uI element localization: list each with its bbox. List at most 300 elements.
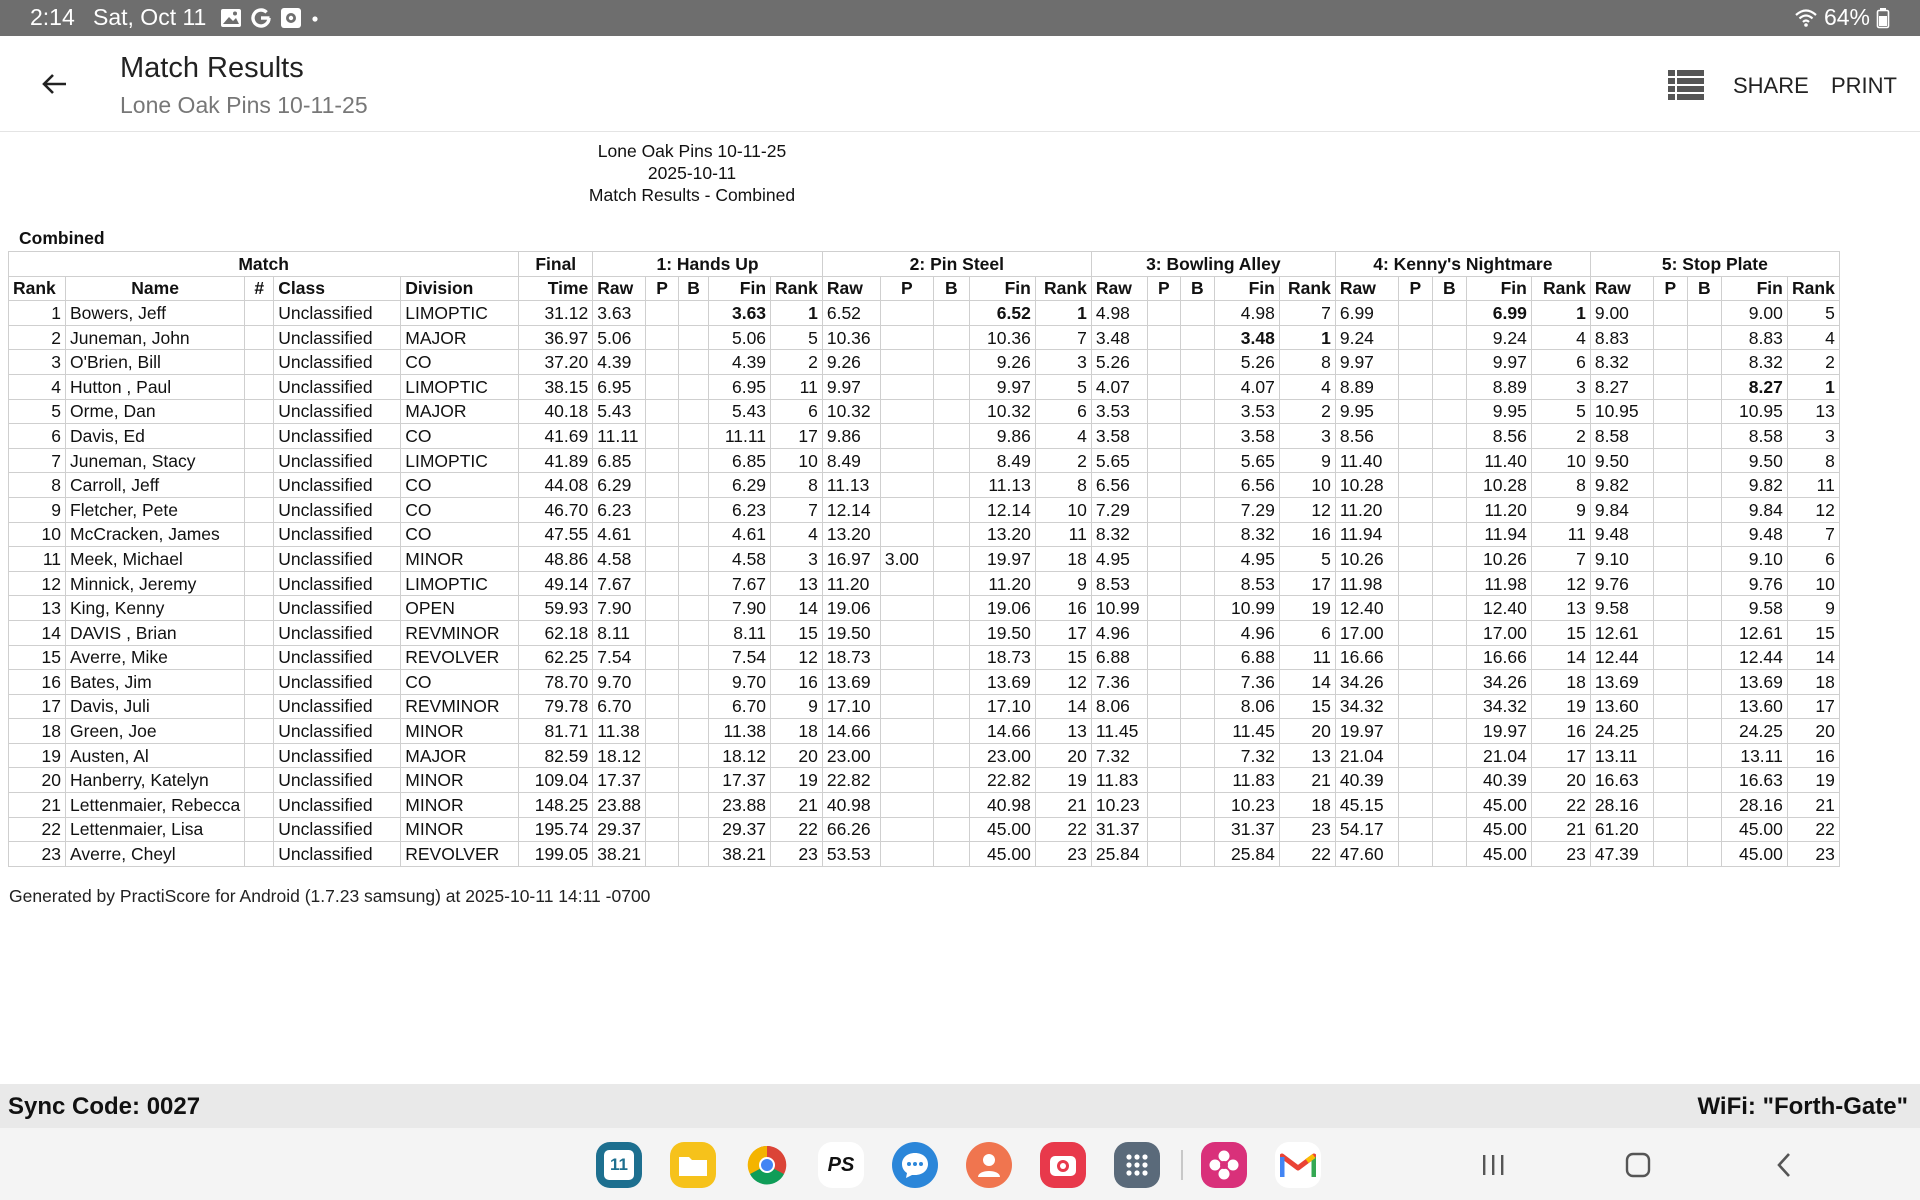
penalty-cell xyxy=(1653,817,1687,842)
bonus-cell xyxy=(679,399,709,424)
penalty-cell xyxy=(880,473,933,498)
column-header-p: P xyxy=(880,276,933,301)
class-cell: Unclassified xyxy=(274,719,401,744)
files-app-icon[interactable] xyxy=(670,1142,716,1188)
raw-cell: 45.15 xyxy=(1335,793,1398,818)
bonus-cell xyxy=(1432,374,1466,399)
bonus-cell xyxy=(679,719,709,744)
penalty-cell xyxy=(880,571,933,596)
raw-cell: 9.50 xyxy=(1590,448,1653,473)
penalty-cell xyxy=(1398,547,1432,572)
stage-rank-cell: 19 xyxy=(1035,768,1091,793)
bonus-cell xyxy=(1432,325,1466,350)
fin-cell: 10.28 xyxy=(1466,473,1531,498)
fin-cell: 16.66 xyxy=(1466,645,1531,670)
class-cell: Unclassified xyxy=(274,670,401,695)
stage-rank-cell: 8 xyxy=(1035,473,1091,498)
penalty-cell xyxy=(1147,547,1180,572)
fin-cell: 34.26 xyxy=(1466,670,1531,695)
division-cell: REVOLVER xyxy=(401,842,519,867)
penalty-cell xyxy=(1653,620,1687,645)
penalty-cell xyxy=(880,522,933,547)
raw-cell: 3.53 xyxy=(1091,399,1147,424)
column-header-srank: Rank xyxy=(771,276,823,301)
raw-cell: 28.16 xyxy=(1590,793,1653,818)
final-time-cell: 37.20 xyxy=(519,350,593,375)
raw-cell: 47.60 xyxy=(1335,842,1398,867)
column-header-b: B xyxy=(1432,276,1466,301)
stage-rank-cell: 16 xyxy=(1787,743,1839,768)
penalty-cell xyxy=(880,694,933,719)
apps-drawer-icon[interactable] xyxy=(1114,1142,1160,1188)
penalty-cell xyxy=(1653,768,1687,793)
calendar-app-icon[interactable] xyxy=(596,1142,642,1188)
penalty-cell xyxy=(1398,645,1432,670)
messages-app-icon[interactable] xyxy=(892,1142,938,1188)
fin-cell: 6.88 xyxy=(1214,645,1279,670)
bonus-cell xyxy=(1180,719,1214,744)
fin-cell: 9.97 xyxy=(969,374,1035,399)
raw-cell: 6.52 xyxy=(822,301,880,326)
table-row xyxy=(9,571,1840,596)
final-time-cell: 59.93 xyxy=(519,596,593,621)
stage-rank-cell: 22 xyxy=(1035,817,1091,842)
bonus-cell xyxy=(1180,620,1214,645)
fin-cell: 9.10 xyxy=(1721,547,1787,572)
penalty-cell xyxy=(1147,817,1180,842)
penalty-cell xyxy=(1398,522,1432,547)
group-header-stage5: 5: Stop Plate xyxy=(1590,252,1839,277)
penalty-cell xyxy=(646,694,679,719)
stage-rank-cell: 2 xyxy=(1531,424,1590,449)
column-header-raw: Raw xyxy=(1590,276,1653,301)
class-cell: Unclassified xyxy=(274,325,401,350)
class-cell: Unclassified xyxy=(274,399,401,424)
notification-icons xyxy=(220,7,320,29)
fin-cell: 17.10 xyxy=(969,694,1035,719)
raw-cell: 40.98 xyxy=(822,793,880,818)
rank-cell: 12 xyxy=(9,571,66,596)
stage-rank-cell: 17 xyxy=(1035,620,1091,645)
penalty-cell xyxy=(880,424,933,449)
stage-rank-cell: 14 xyxy=(1531,645,1590,670)
stage-rank-cell: 4 xyxy=(1787,325,1839,350)
class-cell: Unclassified xyxy=(274,497,401,522)
stage-rank-cell: 11 xyxy=(1787,473,1839,498)
penalty-cell xyxy=(1398,374,1432,399)
bonus-cell xyxy=(679,448,709,473)
penalty-cell xyxy=(880,719,933,744)
table-row xyxy=(9,719,1840,744)
penalty-cell xyxy=(1147,842,1180,867)
stage-rank-cell: 19 xyxy=(1787,768,1839,793)
bonus-cell xyxy=(1687,719,1721,744)
penalty-cell xyxy=(1653,473,1687,498)
class-cell: Unclassified xyxy=(274,596,401,621)
penalty-cell xyxy=(1398,350,1432,375)
raw-cell: 18.12 xyxy=(593,743,646,768)
division-cell: MINOR xyxy=(401,547,519,572)
column-header-srank: Rank xyxy=(1531,276,1590,301)
penalty-cell xyxy=(1147,325,1180,350)
penalty-cell xyxy=(1398,694,1432,719)
fin-cell: 9.48 xyxy=(1721,522,1787,547)
chrome-app-icon[interactable] xyxy=(744,1142,790,1188)
fin-cell: 8.83 xyxy=(1721,325,1787,350)
stage-rank-cell: 2 xyxy=(771,350,823,375)
penalty-cell xyxy=(1653,301,1687,326)
raw-cell: 8.58 xyxy=(1590,424,1653,449)
bonus-cell xyxy=(1180,522,1214,547)
dock-divider xyxy=(1181,1150,1183,1180)
fin-cell: 40.98 xyxy=(969,793,1035,818)
penalty-cell xyxy=(646,842,679,867)
fin-cell: 7.32 xyxy=(1214,743,1279,768)
penalty-cell xyxy=(1653,374,1687,399)
penalty-cell xyxy=(1147,719,1180,744)
penalty-cell xyxy=(880,768,933,793)
rank-cell: 1 xyxy=(9,301,66,326)
fin-cell: 13.69 xyxy=(1721,670,1787,695)
division-cell: REVMINOR xyxy=(401,694,519,719)
stage-rank-cell: 9 xyxy=(771,694,823,719)
stage-rank-cell: 9 xyxy=(1787,596,1839,621)
penalty-cell xyxy=(646,374,679,399)
fin-cell: 25.84 xyxy=(1214,842,1279,867)
contacts-app-icon[interactable] xyxy=(966,1142,1012,1188)
recent-apps-button[interactable] xyxy=(1475,1150,1511,1180)
bonus-cell xyxy=(1180,497,1214,522)
raw-cell: 22.82 xyxy=(822,768,880,793)
fin-cell: 10.99 xyxy=(1214,596,1279,621)
stage-rank-cell: 17 xyxy=(771,424,823,449)
report-match-name: Lone Oak Pins 10-11-25 xyxy=(597,141,787,161)
stage-rank-cell: 22 xyxy=(1787,817,1839,842)
fin-cell: 12.40 xyxy=(1466,596,1531,621)
raw-cell: 10.95 xyxy=(1590,399,1653,424)
fin-cell: 12.14 xyxy=(969,497,1035,522)
report-title: Match Results - Combined xyxy=(588,185,796,205)
name-cell: DAVIS , Brian xyxy=(66,620,245,645)
penalty-cell xyxy=(646,350,679,375)
bonus-cell xyxy=(1687,473,1721,498)
column-header-class: Class xyxy=(274,276,401,301)
share-button[interactable]: SHARE xyxy=(1733,73,1809,98)
rank-cell: 4 xyxy=(9,374,66,399)
raw-cell: 5.06 xyxy=(593,325,646,350)
group-header-row xyxy=(9,252,1840,277)
fin-cell: 11.83 xyxy=(1214,768,1279,793)
status-time: 2:14 xyxy=(30,4,75,30)
final-time-cell: 78.70 xyxy=(519,670,593,695)
gmail-app-icon[interactable] xyxy=(1275,1142,1321,1188)
raw-cell: 12.14 xyxy=(822,497,880,522)
bonus-cell xyxy=(1180,743,1214,768)
raw-cell: 9.24 xyxy=(1335,325,1398,350)
stage-rank-cell: 11 xyxy=(1279,645,1335,670)
bonus-cell xyxy=(933,842,969,867)
raw-cell: 10.26 xyxy=(1335,547,1398,572)
print-button[interactable]: PRINT xyxy=(1831,73,1897,98)
class-cell: Unclassified xyxy=(274,473,401,498)
penalty-cell xyxy=(1398,399,1432,424)
raw-cell: 9.95 xyxy=(1335,399,1398,424)
fin-cell: 14.66 xyxy=(969,719,1035,744)
practiscore-app-icon[interactable]: PS xyxy=(818,1142,864,1188)
penalty-cell xyxy=(1653,670,1687,695)
bonus-cell xyxy=(933,325,969,350)
raw-cell: 8.83 xyxy=(1590,325,1653,350)
final-time-cell: 36.97 xyxy=(519,325,593,350)
penalty-cell xyxy=(1653,547,1687,572)
stage-rank-cell: 15 xyxy=(1279,694,1335,719)
division-cell: MAJOR xyxy=(401,399,519,424)
class-cell: Unclassified xyxy=(274,301,401,326)
division-cell: MINOR xyxy=(401,793,519,818)
penalty-cell xyxy=(1398,719,1432,744)
penalty-cell xyxy=(1147,645,1180,670)
raw-cell: 7.67 xyxy=(593,571,646,596)
table-row xyxy=(9,374,1840,399)
raw-cell: 3.63 xyxy=(593,301,646,326)
table-row xyxy=(9,522,1840,547)
penalty-cell xyxy=(646,448,679,473)
fin-cell: 4.39 xyxy=(709,350,771,375)
fin-cell: 13.69 xyxy=(969,670,1035,695)
division-cell: LIMOPTIC xyxy=(401,571,519,596)
stage-rank-cell: 21 xyxy=(1035,793,1091,818)
penalty-cell xyxy=(1653,719,1687,744)
stage-rank-cell: 15 xyxy=(1531,620,1590,645)
bonus-cell xyxy=(933,571,969,596)
fin-cell: 6.23 xyxy=(709,497,771,522)
penalty-cell xyxy=(1398,448,1432,473)
raw-cell: 6.88 xyxy=(1091,645,1147,670)
rank-cell: 15 xyxy=(9,645,66,670)
penalty-cell xyxy=(1653,793,1687,818)
fin-cell: 19.97 xyxy=(969,547,1035,572)
column-header-b: B xyxy=(679,276,709,301)
battery-percent: 64% xyxy=(1823,4,1870,30)
raw-cell: 11.83 xyxy=(1091,768,1147,793)
penalty-cell xyxy=(880,620,933,645)
bonus-cell xyxy=(679,424,709,449)
name-cell: Averre, Cheyl xyxy=(66,842,245,867)
raw-cell: 5.26 xyxy=(1091,350,1147,375)
stage-rank-cell: 12 xyxy=(1035,670,1091,695)
stage-rank-cell: 19 xyxy=(1279,596,1335,621)
raw-cell: 54.17 xyxy=(1335,817,1398,842)
bonus-cell xyxy=(1432,694,1466,719)
results-body xyxy=(9,301,1840,867)
name-cell: Minnick, Jeremy xyxy=(66,571,245,596)
raw-cell: 8.32 xyxy=(1590,350,1653,375)
fin-cell: 19.06 xyxy=(969,596,1035,621)
penalty-cell xyxy=(1653,399,1687,424)
table-row xyxy=(9,842,1840,867)
division-cell: REVOLVER xyxy=(401,645,519,670)
penalty-cell xyxy=(1398,301,1432,326)
more-notifications-dot xyxy=(310,7,320,29)
grid-dots-icon xyxy=(1124,1152,1150,1178)
raw-cell: 19.50 xyxy=(822,620,880,645)
penalty-cell xyxy=(1398,424,1432,449)
column-header-raw: Raw xyxy=(1335,276,1398,301)
penalty-cell xyxy=(1398,325,1432,350)
chat-bubble-icon xyxy=(900,1151,930,1179)
stage-rank-cell: 14 xyxy=(1787,645,1839,670)
column-header-rank: Rank xyxy=(9,276,66,301)
raw-cell: 11.94 xyxy=(1335,522,1398,547)
penalty-cell xyxy=(646,596,679,621)
stage-rank-cell: 7 xyxy=(1787,522,1839,547)
home-button[interactable] xyxy=(1620,1150,1656,1180)
bonus-cell xyxy=(1432,399,1466,424)
fin-cell: 13.11 xyxy=(1721,743,1787,768)
raw-cell: 31.37 xyxy=(1091,817,1147,842)
fin-cell: 45.00 xyxy=(1721,817,1787,842)
fin-cell: 9.24 xyxy=(1466,325,1531,350)
number-cell xyxy=(245,768,274,793)
fin-cell: 7.67 xyxy=(709,571,771,596)
column-header-raw: Raw xyxy=(1091,276,1147,301)
raw-cell: 4.58 xyxy=(593,547,646,572)
final-time-cell: 199.05 xyxy=(519,842,593,867)
sync-code: Sync Code: 0027 xyxy=(8,1093,201,1120)
flower-app-icon[interactable] xyxy=(1201,1142,1247,1188)
division-cell: MINOR xyxy=(401,768,519,793)
bonus-cell xyxy=(679,571,709,596)
raw-cell: 38.21 xyxy=(593,842,646,867)
stage-rank-cell: 2 xyxy=(1035,448,1091,473)
stage-rank-cell: 17 xyxy=(1787,694,1839,719)
penalty-cell xyxy=(646,547,679,572)
final-time-cell: 62.25 xyxy=(519,645,593,670)
penalty-cell xyxy=(1147,399,1180,424)
bonus-cell xyxy=(933,793,969,818)
stage-rank-cell: 21 xyxy=(771,793,823,818)
fin-cell: 8.27 xyxy=(1721,374,1787,399)
report-date: 2025-10-11 xyxy=(647,163,737,183)
stage-rank-cell: 12 xyxy=(1279,497,1335,522)
number-cell xyxy=(245,645,274,670)
rank-cell: 6 xyxy=(9,424,66,449)
rank-cell: 16 xyxy=(9,670,66,695)
raw-cell: 3.58 xyxy=(1091,424,1147,449)
raw-cell: 24.25 xyxy=(1590,719,1653,744)
rank-cell: 9 xyxy=(9,497,66,522)
bonus-cell xyxy=(1432,817,1466,842)
raw-cell: 53.53 xyxy=(822,842,880,867)
flower-icon xyxy=(1208,1149,1240,1181)
raw-cell: 10.99 xyxy=(1091,596,1147,621)
raw-cell: 9.48 xyxy=(1590,522,1653,547)
table-row xyxy=(9,743,1840,768)
penalty-cell xyxy=(1147,374,1180,399)
fin-cell: 8.53 xyxy=(1214,571,1279,596)
raw-cell: 19.06 xyxy=(822,596,880,621)
list-view-button[interactable] xyxy=(1668,70,1704,100)
bonus-cell xyxy=(1180,596,1214,621)
bonus-cell xyxy=(1180,473,1214,498)
penalty-cell xyxy=(1653,645,1687,670)
table-row xyxy=(9,497,1840,522)
fin-cell: 4.07 xyxy=(1214,374,1279,399)
fin-cell: 11.94 xyxy=(1466,522,1531,547)
back-nav-button[interactable] xyxy=(1766,1150,1802,1180)
stage-rank-cell: 22 xyxy=(771,817,823,842)
column-header-p: P xyxy=(1147,276,1180,301)
raw-cell: 34.26 xyxy=(1335,670,1398,695)
penalty-cell xyxy=(880,350,933,375)
table-row xyxy=(9,596,1840,621)
bonus-cell xyxy=(933,645,969,670)
bonus-cell xyxy=(933,743,969,768)
bonus-cell xyxy=(1180,793,1214,818)
back-button[interactable] xyxy=(34,64,74,104)
rank-cell: 13 xyxy=(9,596,66,621)
number-cell xyxy=(245,817,274,842)
fin-cell: 10.36 xyxy=(969,325,1035,350)
column-header-p: P xyxy=(1653,276,1687,301)
stage-rank-cell: 17 xyxy=(1279,571,1335,596)
number-cell xyxy=(245,793,274,818)
final-time-cell: 195.74 xyxy=(519,817,593,842)
stage-rank-cell: 14 xyxy=(1035,694,1091,719)
stage-rank-cell: 23 xyxy=(1531,842,1590,867)
penalty-cell xyxy=(1147,424,1180,449)
number-cell xyxy=(245,424,274,449)
fin-cell: 9.86 xyxy=(969,424,1035,449)
fin-cell: 6.29 xyxy=(709,473,771,498)
penalty-cell xyxy=(880,793,933,818)
camera-app-icon[interactable] xyxy=(1040,1142,1086,1188)
name-cell: O'Brien, Bill xyxy=(66,350,245,375)
name-cell: Carroll, Jeff xyxy=(66,473,245,498)
stage-rank-cell: 4 xyxy=(1035,424,1091,449)
bonus-cell xyxy=(1432,743,1466,768)
penalty-cell xyxy=(1147,620,1180,645)
number-cell xyxy=(245,743,274,768)
rank-cell: 21 xyxy=(9,793,66,818)
stage-rank-cell: 3 xyxy=(1035,350,1091,375)
penalty-cell xyxy=(1398,817,1432,842)
fin-cell: 4.96 xyxy=(1214,620,1279,645)
fin-cell: 45.00 xyxy=(1721,842,1787,867)
bonus-cell xyxy=(679,645,709,670)
table-row xyxy=(9,448,1840,473)
column-header-b: B xyxy=(1180,276,1214,301)
bonus-cell xyxy=(1432,448,1466,473)
bonus-cell xyxy=(933,374,969,399)
penalty-cell xyxy=(1147,350,1180,375)
name-cell: Green, Joe xyxy=(66,719,245,744)
raw-cell: 13.11 xyxy=(1590,743,1653,768)
number-cell xyxy=(245,522,274,547)
number-cell xyxy=(245,719,274,744)
penalty-cell xyxy=(646,497,679,522)
fin-cell: 40.39 xyxy=(1466,768,1531,793)
penalty-cell xyxy=(646,522,679,547)
group-header-final: Final xyxy=(519,252,593,277)
penalty-cell xyxy=(880,325,933,350)
fin-cell: 9.95 xyxy=(1466,399,1531,424)
name-cell: Hanberry, Katelyn xyxy=(66,768,245,793)
bonus-cell xyxy=(1687,325,1721,350)
fin-cell: 17.00 xyxy=(1466,620,1531,645)
division-cell: CO xyxy=(401,497,519,522)
penalty-cell xyxy=(880,817,933,842)
